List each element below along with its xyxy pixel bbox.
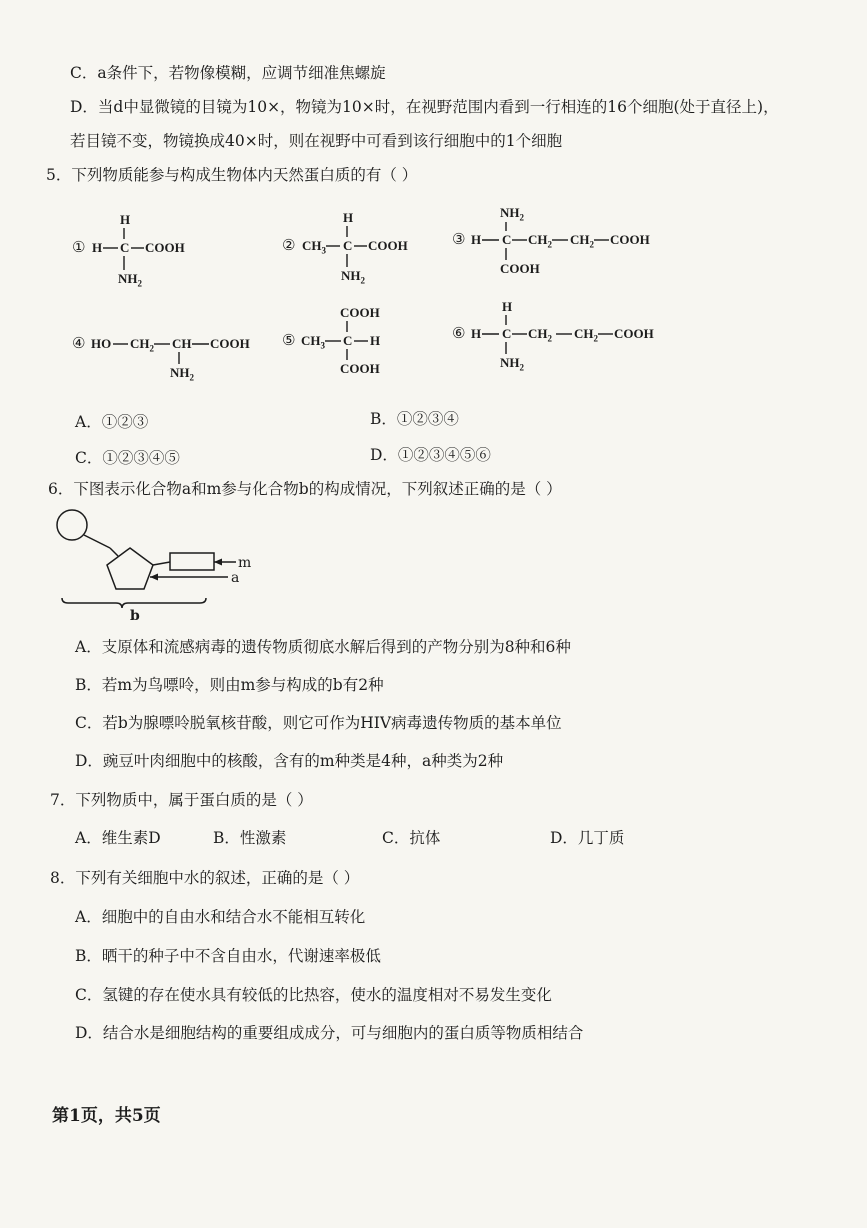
atom-ch3: $CH_3$	[302, 238, 326, 256]
atom-nh2: $NH_2$	[170, 365, 194, 383]
atom-ch: CH	[172, 336, 192, 351]
atom-h: H	[92, 240, 103, 255]
q8-option-a: A．细胞中的自由水和结合水不能相互转化	[75, 908, 366, 926]
marker-6: ⑥	[452, 324, 466, 342]
base-bond	[153, 562, 170, 565]
q4-option-c: C．a条件下，若物像模糊，应调节细准焦螺旋	[70, 64, 386, 82]
arrow-m-head	[214, 559, 222, 566]
atom-cooh: COOH	[210, 336, 250, 351]
q8-option-d: D．结合水是细胞结构的重要组成成分，可与细胞内的蛋白质等物质相结合	[75, 1024, 584, 1042]
atom-ch2: $CH_2$	[528, 232, 552, 250]
atom-cooh: COOH	[145, 240, 185, 255]
atom-cooh: COOH	[340, 305, 380, 320]
atom-h: H	[471, 232, 482, 247]
atom-nh2: $NH_2$	[500, 205, 524, 223]
atom-ch2: $CH_2$	[130, 336, 154, 354]
arrow-a-head	[150, 574, 158, 581]
atom-ch2: $CH_2$	[570, 232, 594, 250]
atom-cooh: COOH	[500, 261, 540, 276]
base-rectangle	[170, 553, 214, 570]
atom-c: C	[502, 326, 512, 341]
atom-h: H	[343, 210, 354, 225]
atom-c: C	[343, 333, 353, 348]
atom-ch2: $CH_2$	[574, 326, 598, 344]
page-footer: 第1页，共5页	[52, 1106, 161, 1126]
label-a: a	[231, 570, 240, 586]
brace-b	[62, 598, 206, 608]
atom-ch3: $CH_3$	[301, 333, 325, 351]
atom-nh2: $NH_2$	[118, 271, 142, 289]
atom-cooh: COOH	[340, 361, 380, 376]
q7-option-a: A．维生素D	[75, 829, 161, 847]
atom-c: C	[502, 232, 512, 247]
q5-option-b: B．①②③④	[370, 410, 459, 428]
marker-5: ⑤	[282, 331, 296, 349]
label-m: m	[238, 555, 252, 571]
atom-c: C	[343, 238, 353, 253]
atom-h: H	[120, 212, 131, 227]
marker-2: ②	[282, 236, 296, 254]
marker-1: ①	[72, 238, 86, 256]
q8-option-b: B．晒干的种子中不含自由水，代谢速率极低	[75, 947, 381, 965]
q5-stem: 5．下列物质能参与构成生物体内天然蛋白质的有（ ）	[46, 166, 418, 184]
q7-option-b: B．性激素	[213, 829, 287, 847]
atom-cooh: COOH	[610, 232, 650, 247]
q6-option-a: A．支原体和流感病毒的遗传物质彻底水解后得到的产物分别为8种和6种	[75, 638, 571, 656]
q8-option-c: C．氢键的存在使水具有较低的比热容，使水的温度相对不易发生变化	[75, 986, 552, 1004]
q7-option-d: D．几丁质	[550, 829, 625, 847]
q5-option-c: C．①②③④⑤	[75, 449, 180, 467]
label-b: b	[130, 608, 140, 624]
atom-ho: HO	[91, 336, 112, 351]
atom-ch2: $CH_2$	[528, 326, 552, 344]
marker-4: ④	[72, 334, 86, 352]
q8-stem: 8．下列有关细胞中水的叙述，正确的是（ ）	[50, 869, 360, 887]
q5-option-a: A．①②③	[75, 413, 149, 431]
atom-h: H	[471, 326, 482, 341]
q7-option-c: C．抗体	[382, 829, 441, 847]
q6-option-c: C．若b为腺嘌呤脱氧核苷酸，则它可作为HIV病毒遗传物质的基本单位	[75, 714, 562, 732]
marker-3: ③	[452, 230, 466, 248]
atom-cooh: COOH	[614, 326, 654, 341]
q4-option-d-line1: D．当d中显微镜的目镜为10×，物镜为10×时，在视野范围内看到一行相连的16个细胞(处于直径上)，	[70, 98, 779, 116]
atom-c: C	[120, 240, 130, 255]
phosphate-bond	[84, 535, 110, 548]
q5-option-d: D．①②③④⑤⑥	[370, 446, 491, 464]
atom-h: H	[502, 299, 513, 314]
q6-option-d: D．豌豆叶肉细胞中的核酸，含有的m种类是4种，a种类为2种	[75, 752, 504, 770]
phosphate-circle	[57, 510, 87, 540]
atom-nh2: $NH_2$	[500, 355, 524, 373]
q4-option-d-line2: 若目镜不变，物镜换成40×时，则在视野中可看到该行细胞中的1个细胞	[70, 132, 563, 150]
pentose-pentagon	[107, 548, 153, 589]
q7-stem: 7．下列物质中，属于蛋白质的是（ ）	[50, 791, 313, 809]
atom-nh2: $NH_2$	[341, 268, 365, 286]
q6-option-b: B．若m为鸟嘌呤，则由m参与构成的b有2种	[75, 676, 384, 694]
atom-h: H	[370, 333, 381, 348]
atom-cooh: COOH	[368, 238, 408, 253]
q6-stem: 6．下图表示化合物a和m参与化合物b的构成情况，下列叙述正确的是（ ）	[48, 480, 562, 498]
